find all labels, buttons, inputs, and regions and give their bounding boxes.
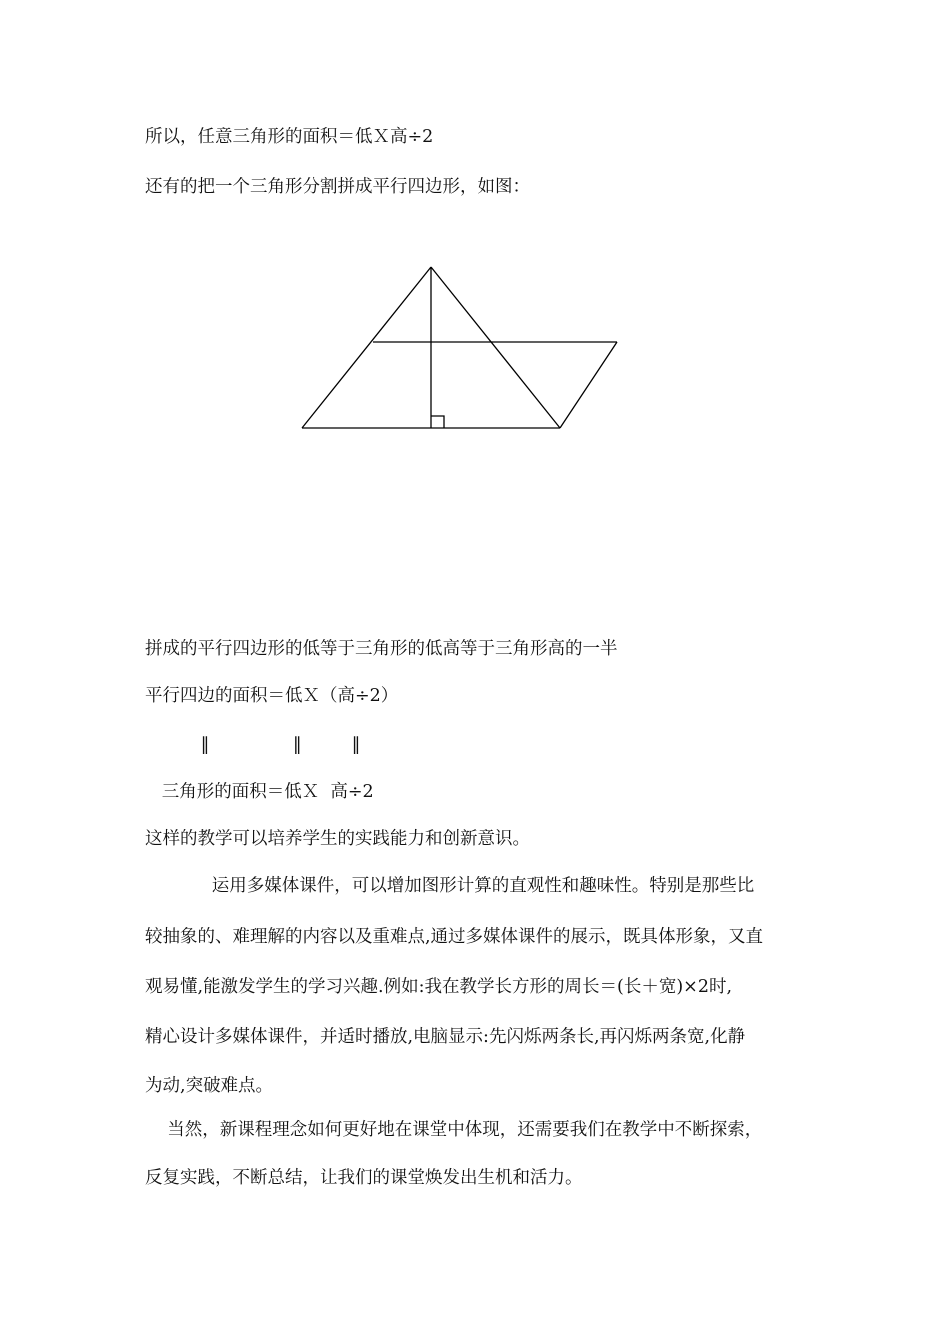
text-line-closing-1: 当然，新课程理念如何更好地在课堂中体现，还需要我们在教学中不断探索， — [145, 1120, 763, 1140]
parallelogram-right-side — [560, 342, 617, 428]
text-line-multimedia-5: 为动,突破难点。 — [145, 1076, 274, 1096]
text-line-equality-marks: ‖ ‖ ‖ — [145, 735, 361, 755]
text-line-figure-intro: 还有的把一个三角形分割拼成平行四边形，如图： — [145, 177, 530, 197]
text-line-triangle-area: 三角形的面积＝低Ｘ 高÷2 — [145, 782, 374, 802]
text-line-multimedia-3: 观易懂,能激发学生的学习兴趣.例如:我在教学长方形的周长＝(长＋宽)×2时, — [145, 977, 733, 997]
triangle-left-side — [302, 267, 431, 428]
text-line-teaching-conclusion: 这样的教学可以培养学生的实践能力和创新意识。 — [145, 829, 530, 849]
text-line-multimedia-2: 较抽象的、难理解的内容以及重难点,通过多媒体课件的展示，既具体形象，又直 — [145, 927, 764, 947]
right-angle-mark — [431, 416, 444, 428]
text-line-area-formula: 所以，任意三角形的面积＝低Ｘ高÷2 — [145, 127, 434, 147]
text-line-multimedia-1: 运用多媒体课件，可以增加图形计算的直观性和趣味性。特别是那些比 — [145, 876, 755, 896]
text-line-multimedia-4: 精心设计多媒体课件，并适时播放,电脑显示:先闪烁两条长,再闪烁两条宽,化静 — [145, 1027, 746, 1047]
text-line-closing-2: 反复实践，不断总结，让我们的课堂焕发出生机和活力。 — [145, 1168, 583, 1188]
triangle-right-side — [431, 267, 560, 428]
text-line-parallelogram-base: 拼成的平行四边形的低等于三角形的低高等于三角形高的一半 — [145, 639, 618, 659]
text-line-parallelogram-area: 平行四边的面积＝低Ｘ（高÷2） — [145, 686, 399, 706]
